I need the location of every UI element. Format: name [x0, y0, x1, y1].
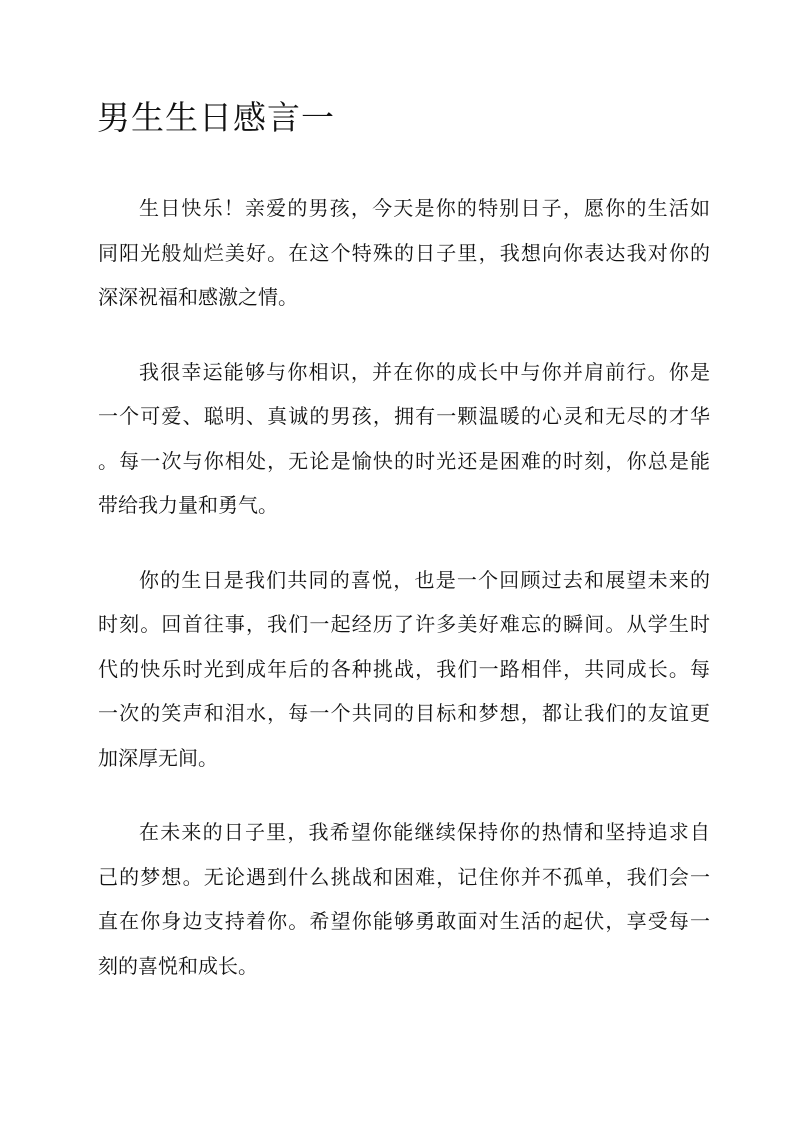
paragraph-line: 己的梦想。无论遇到什么挑战和困难，记住你并不孤单，我们会一	[98, 864, 710, 889]
paragraph-1	[98, 186, 710, 320]
paragraph-line: 深深祝福和感激之情。	[98, 285, 298, 309]
paragraph-2	[98, 350, 710, 528]
paragraph-line: 时刻。回首往事，我们一起经历了许多美好难忘的瞬间。从学生时	[98, 612, 710, 636]
document-body	[98, 186, 710, 1018]
paragraph-line: 你的生日是我们共同的喜悦，也是一个回顾过去和展望未来的	[139, 567, 710, 592]
paragraph-line: 一次的笑声和泪水，每一个共同的目标和梦想，都让我们的友谊更	[98, 701, 710, 725]
paragraph-line: 同阳光般灿烂美好。在这个特殊的日子里，我想向你表达我对你的	[98, 240, 710, 265]
paragraph-line: 。每一次与你相处，无论是愉快的时光还是困难的时刻，你总是能	[98, 448, 710, 473]
document-title: 男生生日感言一	[97, 98, 335, 137]
paragraph-4	[98, 810, 710, 988]
paragraph-3	[98, 558, 710, 781]
paragraph-line: 我很幸运能够与你相识，并在你的成长中与你并肩前行。你是	[139, 359, 710, 384]
paragraph-line: 生日快乐！亲爱的男孩，今天是你的特别日子，愿你的生活如	[139, 196, 710, 220]
paragraph-line: 刻的喜悦和成长。	[98, 953, 258, 978]
paragraph-line: 加深厚无间。	[98, 745, 218, 770]
paragraph-line: 一个可爱、聪明、真诚的男孩，拥有一颗温暖的心灵和无尽的才华	[98, 404, 710, 428]
paragraph-line: 代的快乐时光到成年后的各种挑战，我们一路相伴，共同成长。每	[98, 656, 710, 681]
paragraph-line: 直在你身边支持着你。希望你能够勇敢面对生活的起伏，享受每一	[98, 909, 710, 933]
paragraph-line: 带给我力量和勇气。	[98, 493, 278, 517]
paragraph-line: 在未来的日子里，我希望你能继续保持你的热情和坚持追求自	[139, 820, 710, 844]
